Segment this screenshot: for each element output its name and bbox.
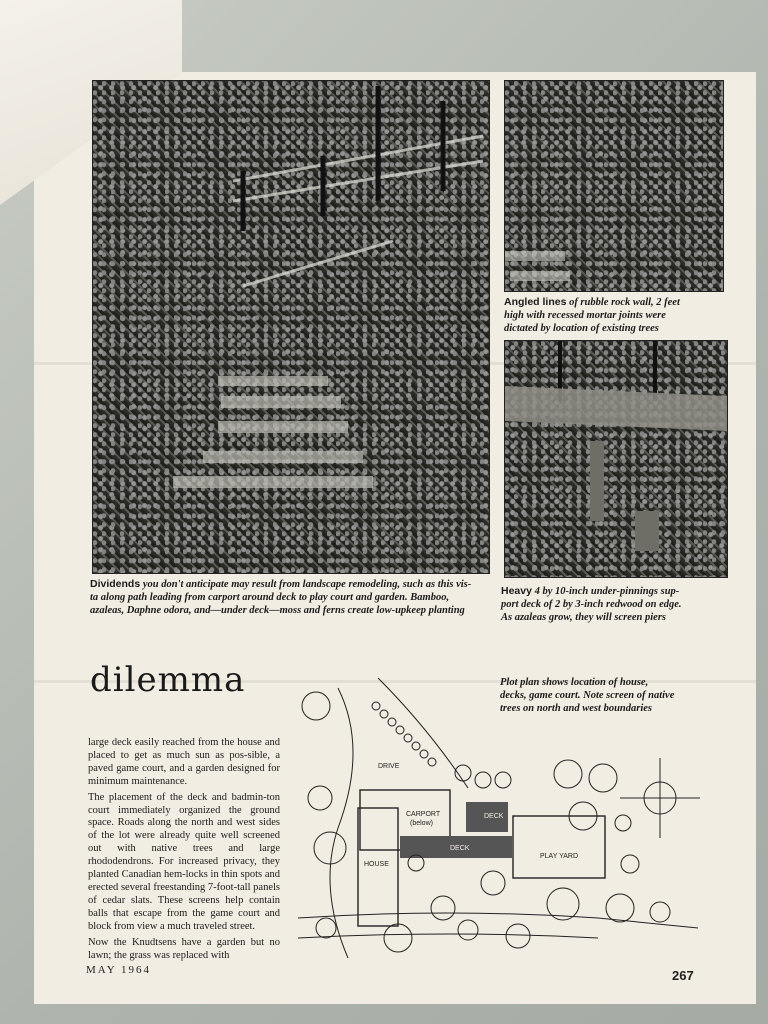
main-caption-line-3: azaleas, Daphne odora, and—under deck—moss and ferns create low-upkeep planting [90,605,465,616]
rock-wall-caption-line-2: high with recessed mortar joints were [504,310,666,321]
deck-caption-lead: Heavy [501,585,532,597]
main-caption-line-2: ta along path leading from carport around deck to play court and garden. Bamboo, [90,592,450,603]
article-paragraph-1: large deck easily reached from the house and placed to get as much sun as pos-sible, a paved game court, and a garden designed for minimum maintenance. [88,737,280,787]
issue-date: MAY 1964 [86,964,152,976]
article-title: dilemma [90,660,246,700]
rock-wall-caption-line-1: of rubble rock wall, 2 feet [569,297,680,308]
plan-label-deck-lower: DECK [450,845,470,852]
article-paragraph-2: The placement of the deck and badmin-ton court immediately organized the ground space. Roads along the north and west sides of the lot were already quite well screened out with native trees and large rhododendrons. For increased privacy, they planted Canadian hem-locks in thin spots and erected several freestanding 7-foot-tall panels of cedar slats. These screens help contain balls that escape from the game court and block from view a much traveled street. [88,791,280,932]
plan-label-deck-upper: DECK [484,813,504,820]
plan-label-drive: DRIVE [378,763,400,770]
rock-wall-caption [504,296,726,335]
deck-caption-line-2: port deck of 2 by 3-inch redwood on edge. [501,599,682,610]
article-body [88,737,280,965]
plot-plan-caption-line-2: decks, game court. Note screen of native [500,690,675,701]
plot-plan-drawing [298,668,710,970]
plot-plan-caption-line-1: Plot plan shows location of house, [500,677,649,688]
deck-underpinning-photo [504,340,728,578]
deck-caption [501,585,725,624]
plan-label-play-yard: PLAY YARD [540,853,579,860]
rock-wall-caption-lead: Angled lines [504,296,567,308]
main-garden-photo [92,80,490,574]
plan-label-house: HOUSE [364,861,389,868]
deck-caption-line-1: 4 by 10-inch under-pinnings sup- [534,586,680,597]
main-photo-caption [90,578,490,617]
plan-label-carport: CARPORT [406,811,441,818]
plot-plan-caption-line-3: trees on north and west boundaries [500,703,652,714]
deck-caption-line-3: As azaleas grow, they will screen piers [501,612,666,623]
page-number: 267 [672,968,694,983]
rock-wall-caption-line-3: dictated by location of existing trees [504,323,659,334]
rock-wall-photo [504,80,724,292]
article-paragraph-3: Now the Knudtsens have a garden but no lawn; the grass was replaced with [88,936,280,961]
plan-label-carport-sub: (below) [410,820,433,827]
main-caption-line-1: you don't anticipate may result from landscape remodeling, such as this vis- [142,579,472,590]
main-caption-lead: Dividends [90,578,141,590]
